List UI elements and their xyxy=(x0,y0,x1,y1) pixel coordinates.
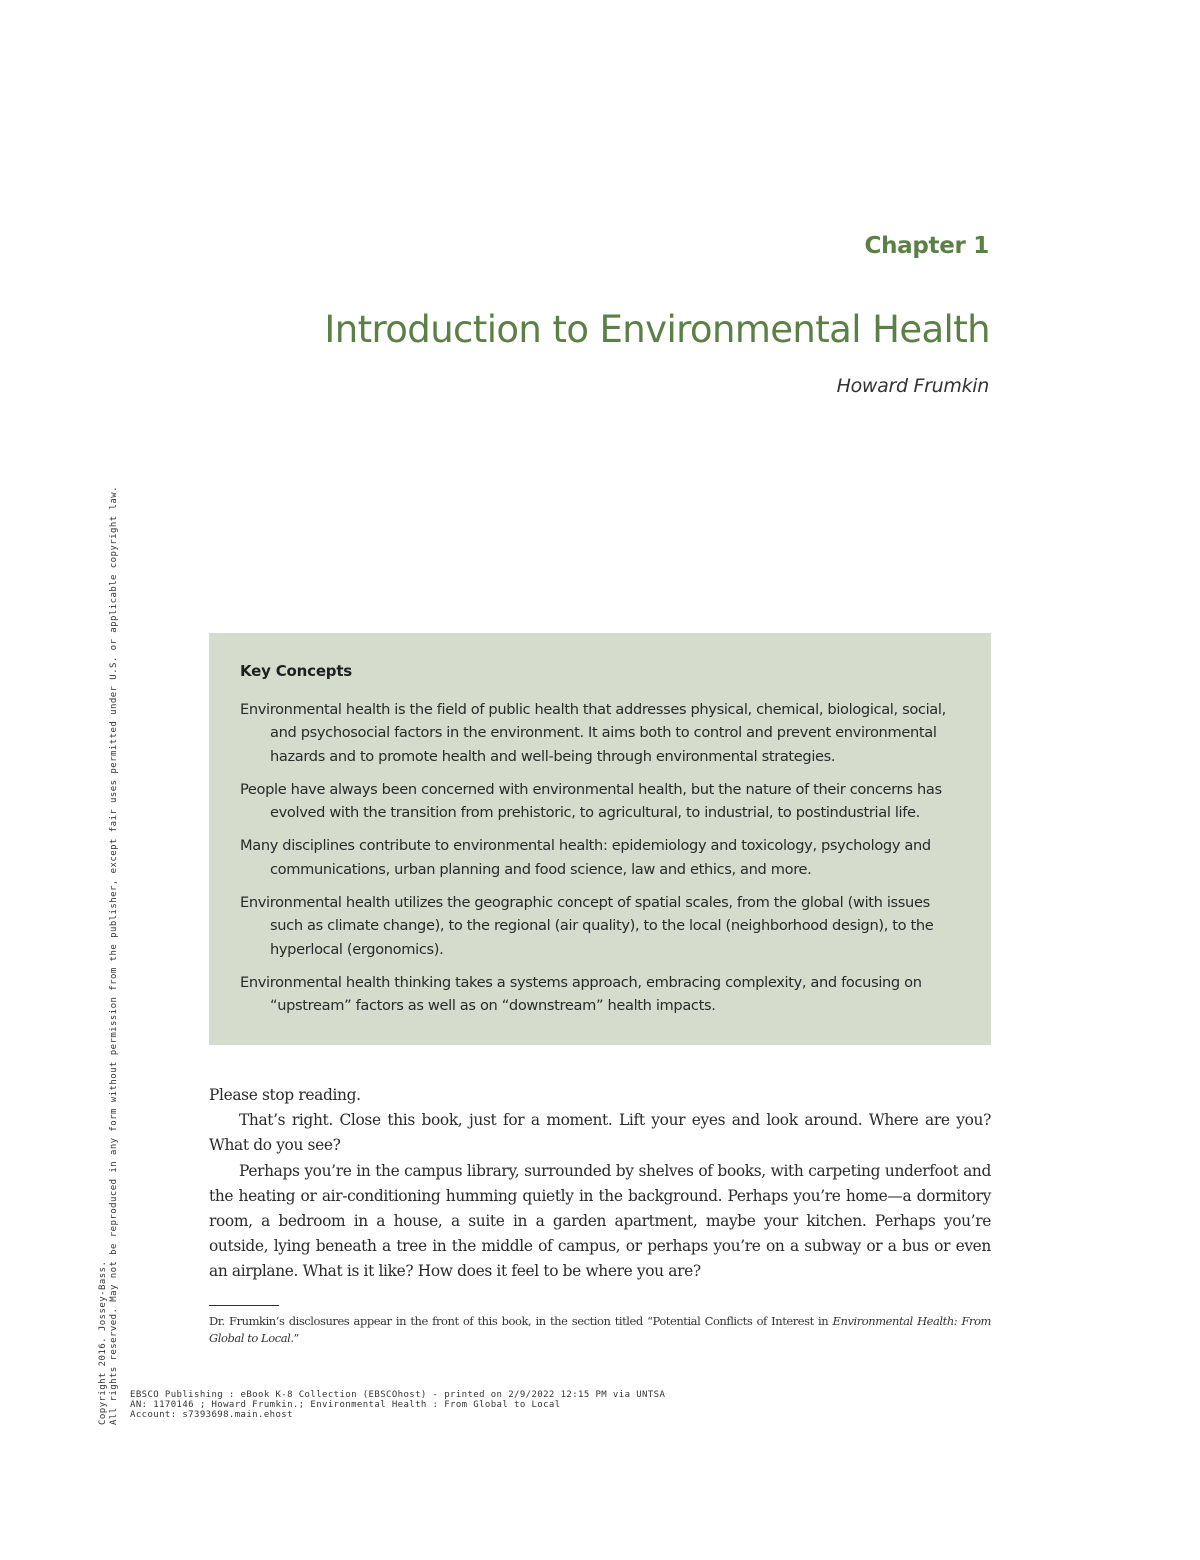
print-info-line: Account: s7393698.main.ehost xyxy=(130,1410,293,1420)
body-paragraph: Perhaps you’re in the campus library, surrounded by shelves of books, with carpeting underfoot and the heating or air-conditioning humming quietly in the background. Perhaps you’re home—a dormitory room, a bedroom in a house, a suite in a garden apartment, maybe your kitchen. Perhaps you’re outside, lying beneath a tree in the middle of campus, or perhaps you’re on a subway or a bus or even an airplane. What is it like? How does it feel to be where you are? xyxy=(209,1161,991,1281)
body-paragraph: That’s right. Close this book, just for a moment. Lift your eyes and look around. Where are you? What do you see? xyxy=(209,1111,991,1155)
body-text xyxy=(209,1083,991,1285)
key-concept-item: Environmental health utilizes the geographic concept of spatial scales, from the global (with issues such as climate change), to the regional (air quality), to the local (neighborhood design), to the hyperlocal (ergonomics). xyxy=(240,894,934,958)
footnote xyxy=(209,1313,991,1347)
print-info-line: EBSCO Publishing : eBook K-8 Collection (EBSCOhost) - printed on 2/9/2022 12:15 PM via UNTSA xyxy=(130,1390,666,1400)
key-concepts-heading: Key Concepts xyxy=(240,662,353,680)
footnote-rule xyxy=(209,1305,279,1306)
print-info xyxy=(130,1390,665,1420)
body-paragraph: Please stop reading. xyxy=(209,1086,361,1104)
chapter-author: Howard Frumkin xyxy=(836,375,989,397)
key-concept-item: Many disciplines contribute to environmental health: epidemiology and toxicology, psychology and communications, urban planning and food science, law and ethics, and more. xyxy=(240,837,931,878)
print-info-line: AN: 1170146 ; Howard Frumkin.; Environmental Health : From Global to Local xyxy=(130,1400,561,1410)
chapter-label: Chapter 1 xyxy=(864,233,989,259)
copyright-line: Copyright 2016. Jossey-Bass. xyxy=(98,1260,108,1425)
copyright-line: All rights reserved. May not be reproduced in any form without permission from the publisher, except fair uses permitted under U.S. or applicable copyright law. xyxy=(109,486,119,1425)
chapter-title: Introduction to Environmental Health xyxy=(324,308,990,351)
copyright-notice xyxy=(98,486,120,1425)
footnote-book-title: Environmental Health: From Global to Local xyxy=(209,1314,992,1345)
key-concepts-box xyxy=(209,633,991,1045)
key-concept-item: Environmental health thinking takes a systems approach, embracing complexity, and focusing on “upstream” factors as well as on “downstream” health impacts. xyxy=(240,973,922,1015)
footnote-text: Dr. Frumkin’s disclosures appear in the front of this book, in the section titled “Potential Conflicts of Interest in xyxy=(209,1314,833,1328)
key-concept-item: Environmental health is the field of public health that addresses physical, chemical, biological, social, and psychosocial factors in the environment. It aims both to control and prevent environmental hazards and to promote health and well-being through environmental strategies. xyxy=(240,701,946,765)
footnote-text-end: .” xyxy=(290,1331,299,1345)
key-concept-item: People have always been concerned with environmental health, but the nature of their concerns has evolved with the transition from prehistoric, to agricultural, to industrial, to postindustrial life. xyxy=(240,780,942,822)
